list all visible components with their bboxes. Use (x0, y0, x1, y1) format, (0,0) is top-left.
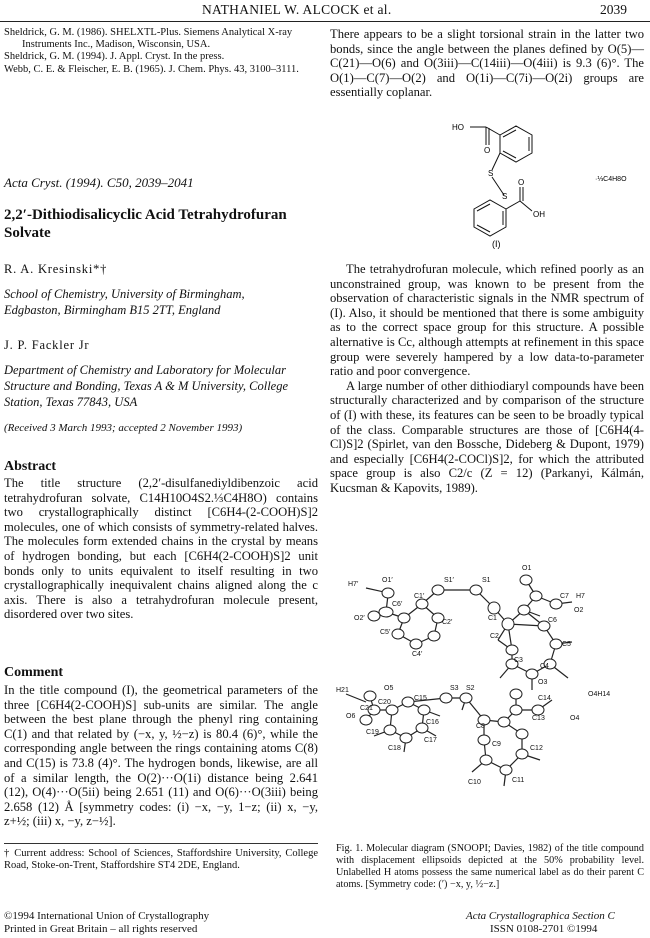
author-1: R. A. Kresinski*† (4, 262, 108, 276)
figure-caption: Fig. 1. Molecular diagram (SNOOPI; Davies, 1982) of the title compound with displacement ellipsoids depicted at the 50% probability level. Unlabelled H atoms possess the same numerical label as do their parent C atoms. [Symmetry code: (′) −x, y, ½−z.] (336, 843, 644, 890)
atom-label: C8 (476, 723, 485, 730)
atom-label: H21 (336, 687, 349, 694)
atom-label: O4 (570, 715, 580, 722)
atom-label: O3 (538, 679, 548, 686)
atom-label: H7′ (348, 581, 359, 588)
reference-item: Sheldrick, G. M. (1986). SHELXTL-Plus. Siemens Analytical X-ray Instruments Inc., Madison, Wisconsin, USA. (4, 27, 293, 51)
atom-label: C1 (488, 615, 497, 622)
atom-label: C20 (378, 699, 391, 706)
atom-label: O2′ (354, 615, 365, 622)
atom-label: C17 (424, 737, 437, 744)
atom-label: C18 (388, 745, 401, 752)
reference-item: Webb, C. E. & Fleischer, E. B. (1965). J. Chem. Phys. 43, 3100–3111. (4, 63, 299, 75)
atom-label: C21 (360, 705, 373, 712)
abstract-heading: Abstract (4, 459, 57, 474)
abstract-text: The title structure (2,2′-disulfanediyldibenzoic acid tetrahydrofuran solvate, C14H10O4S2.⅓C4H8O) contains two crystallographically distinct [C6H4-(2-COOH)S]2 molecules, one of which consists of symmetry-related halves. The molecules form extended chains in the crystal by means of hydrogen bonding, but each [C6H4(2-COOH)S]2 unit bonds only to units equivalent to itself resulting in two crystallographically inequivalent chains aligned along the c axis. There is also a tetrahydrofuran molecule present, disordered over two sites. (4, 476, 318, 622)
atom-label: C6 (548, 617, 557, 624)
atom-label: O4H14 (588, 691, 611, 698)
scheme-o-bottom: O (518, 178, 525, 187)
atom-label: C3 (514, 657, 523, 664)
atom-label: S1′ (444, 577, 454, 584)
atom-label: C7 (560, 593, 569, 600)
atom-label: O2 (574, 607, 584, 614)
atom-label: C12 (530, 745, 543, 752)
atom-label: C4′ (412, 651, 423, 658)
atom-label: C6′ (392, 601, 403, 608)
atom-label: C11 (512, 777, 525, 784)
article-title: 2,2′-Dithiodisalicyclic Acid Tetrahydrofuran Solvate (4, 207, 287, 241)
footnote: † Current address: School of Sciences, Staffordshire University, College Road, Stoke-on-Trent, Staffordshire ST4 2DE, England. (4, 848, 318, 872)
atom-label: C2 (490, 633, 499, 640)
scheme-ho: HO (452, 123, 464, 132)
printed-line: Printed in Great Britain – all rights reserved (4, 923, 198, 935)
atom-label: C1′ (414, 593, 425, 600)
atom-label: S2 (466, 685, 475, 692)
affiliation-2: Department of Chemistry and Laboratory for Molecular Structure and Bonding, Texas A & M University, College Station, Texas 77843, USA (4, 363, 289, 409)
atom-label: C13 (532, 715, 545, 722)
scheme-s2: S (502, 192, 508, 201)
atom-label: C19 (366, 729, 379, 736)
journal-name: Acta Crystallographica Section C (466, 910, 615, 922)
running-header-authors: NATHANIEL W. ALCOCK et al. (202, 2, 392, 17)
molecular-diagram (326, 560, 648, 835)
author-2: J. P. Fackler Jr (4, 338, 90, 352)
atom-label: C14 (538, 695, 551, 702)
previous-article-text: There appears to be a slight torsional strain in the latter two bonds, since the angle between the planes defined by O(5)—C(21)—O(6) and O(3iii)—C(14iii)—O(4iii) is 9.3 (6)°. The O(1)—C(7)—O(2) and O(1i)—C(7i)—O(2i) groups are essentially coplanar. (330, 27, 644, 100)
atom-label: O5 (384, 685, 394, 692)
scheme-oh: OH (533, 210, 545, 219)
atom-label: C5 (562, 641, 571, 648)
scheme-solvent: ·⅓C4H8O (595, 176, 627, 183)
copyright-line: ©1994 International Union of Crystallography (4, 910, 210, 922)
issn-line: ISSN 0108-2701 ©1994 (490, 923, 598, 935)
scheme-o-top: O (484, 146, 491, 155)
header-rule (0, 21, 650, 22)
atom-label: C4 (540, 663, 549, 670)
scheme-label: (I) (492, 239, 501, 249)
atom-label: H7 (576, 593, 585, 600)
footnote-rule (4, 843, 318, 844)
atom-label: O1′ (382, 577, 393, 584)
affiliation-1: School of Chemistry, University of Birmingham, Edgbaston, Birmingham B15 2TT, England (4, 287, 245, 317)
atom-label: O1 (522, 565, 532, 572)
atom-label: S3 (450, 685, 459, 692)
previous-references (4, 27, 317, 76)
comment-heading: Comment (4, 665, 64, 680)
received-dates: (Received 3 March 1993; accepted 2 November 1993) (4, 422, 243, 434)
reference-item: Sheldrick, G. M. (1994). J. Appl. Cryst. In the press. (4, 51, 225, 63)
atom-label: C10 (468, 779, 481, 786)
atom-label: C16 (426, 719, 439, 726)
citation-line: Acta Cryst. (1994). C50, 2039–2041 (4, 175, 194, 190)
right-column-text: The tetrahydrofuran molecule, which refined poorly as an unconstrained group, was known to be present from the observation of characteristic signals in the NMR spectrum of (I). Also, it should be mentioned that there is some ambiguity as to the correct space group for this structure. A possible alternative is Cc, although attempts at refinement in this space group were severely hampered by a low data-to-parameter ratio and poor convergence. A large number of other dithiodiaryl compounds have been structurally characterized and by comparison of the structure of (I) with these, its features can be seen to be broadly typical of the class. Comparable structures are those of [C6H4(4-Cl)S]2 (Spirlet, van den Bossche, Dideberg & Dupont, 1979) and especially [C6H4(2-COCl)S]2, for which the attributed space group is also C2/c (Z = 12) (Parkanyi, Kálmán, Kucsman & Kapovits, 1989). (330, 262, 644, 495)
scheme-s1: S (488, 169, 494, 178)
atom-label: C9 (492, 741, 501, 748)
atom-label: C2′ (442, 619, 453, 626)
chemical-scheme (440, 115, 645, 250)
atom-label: S1 (482, 577, 491, 584)
page-number: 2039 (600, 2, 627, 17)
comment-text: In the title compound (I), the geometrical parameters of the three [C6H4(2-COOH)S] sub-units are similar. The angle between the best plane through the phenyl ring containing C(1) and that related by (−x, y, ½−z) is 80.4 (6)°, while the corresponding angle between the rings containing atoms C(8) and C(15) is 73.8 (4)°. The hydrogen bonds, likewise, are all of a similar length, the O(2)···O(1i) distance being 2.641 (12), O(4)···O(5ii) being 2.651 (11) and O(6)···O(3iii) being 2.658 (12) Å [symmetry codes: (i) −x, −y, 1−z; (ii) x, −y, z+½; (iii) x, −y, z−½]. (4, 683, 318, 829)
atom-label: C15 (414, 695, 427, 702)
atom-label: O6 (346, 713, 356, 720)
atom-label: C5′ (380, 629, 391, 636)
